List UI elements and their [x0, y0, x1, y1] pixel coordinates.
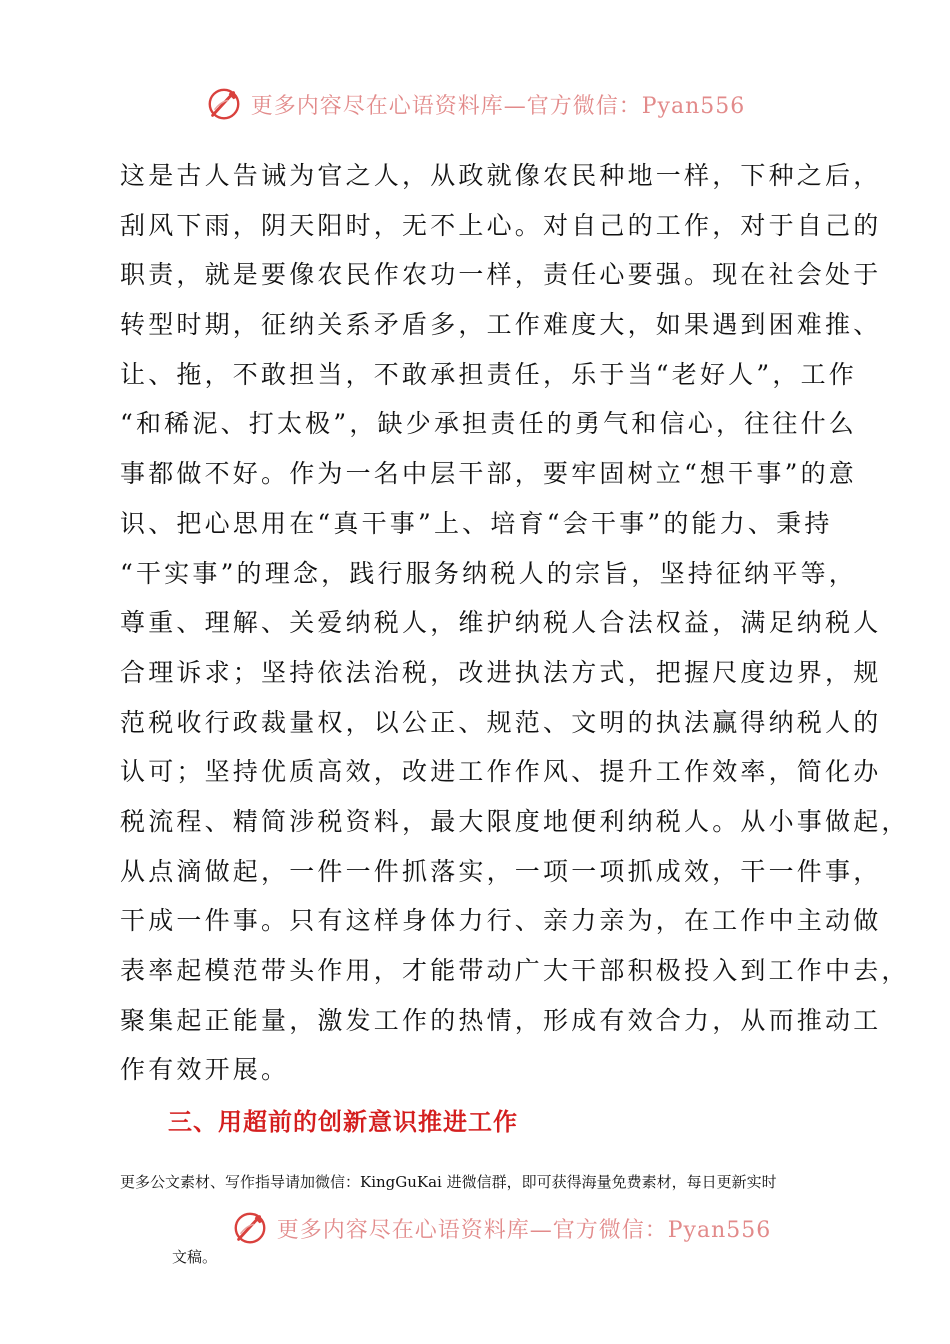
watermark-text: 更多内容尽在心语资料库—官方微信：Pyan556	[250, 93, 746, 119]
body-line: 认可；坚持优质高效，改进工作作风、提升工作效率，简化办	[120, 757, 882, 787]
body-line: 干成一件事。只有这样身体力行、亲力亲为，在工作中主动做	[120, 906, 882, 936]
section-heading: 三、用超前的创新意识推进工作	[168, 1108, 518, 1136]
body-line: 聚集起正能量，激发工作的热情，形成有效合力，从而推动工	[120, 1005, 882, 1035]
body-line: 从点滴做起，一件一件抓落实，一项一项抓成效，干一件事，	[120, 856, 882, 886]
body-line: 让、拖，不敢担当，不敢承担责任，乐于当“老好人”，工作	[120, 359, 857, 389]
footer-note: 更多公文素材、写作指导请加微信：KingGuKai 进微信群，即可获得海量免费素材，每日更新实时	[120, 1173, 777, 1191]
footer-tail: 文稿。	[172, 1248, 218, 1266]
body-line: “和稀泥、打太极”，缺少承担责任的勇气和信心，往往什么	[120, 409, 857, 439]
body-line: 合理诉求；坚持依法治税，改进执法方式，把握尺度边界，规	[120, 657, 882, 687]
body-line: 识、把心思用在“真干事”上、培育“会干事”的能力、秉持	[120, 508, 833, 538]
body-line: 这是古人告诫为官之人，从政就像农民种地一样，下种之后，	[120, 161, 882, 190]
body-line: 刮风下雨，阴天阳时，无不上心。对自己的工作，对于自己的	[120, 210, 882, 240]
watermark-text: 更多内容尽在心语资料库—官方微信：Pyan556	[276, 1217, 772, 1243]
body-line: 作有效开展。	[120, 1055, 290, 1085]
body-line: 范税收行政裁量权，以公正、规范、文明的执法赢得纳税人的	[120, 707, 882, 737]
body-paragraph	[120, 151, 910, 1095]
body-line: 职责，就是要像农民作农功一样，责任心要强。现在社会处于	[120, 260, 882, 290]
body-line: 事都做不好。作为一名中层干部，要牢固树立“想干事”的意	[120, 459, 857, 489]
watermark-header	[0, 82, 950, 126]
body-line: 尊重、理解、关爱纳税人，维护纳税人合法权益，满足纳税人	[120, 608, 882, 638]
body-line: 税流程、精简涉税资料，最大限度地便利纳税人。从小事做起，	[120, 806, 910, 836]
body-line: “干实事”的理念，践行服务纳税人的宗旨，坚持征纳平等，	[120, 558, 857, 588]
body-line: 转型时期，征纳关系矛盾多，工作难度大，如果遇到困难推、	[120, 310, 882, 340]
pen-logo-icon	[231, 1209, 269, 1247]
watermark-footer	[26, 1206, 950, 1250]
pen-logo-icon	[205, 85, 243, 123]
body-line: 表率起模范带头作用，才能带动广大干部积极投入到工作中去，	[120, 956, 910, 985]
